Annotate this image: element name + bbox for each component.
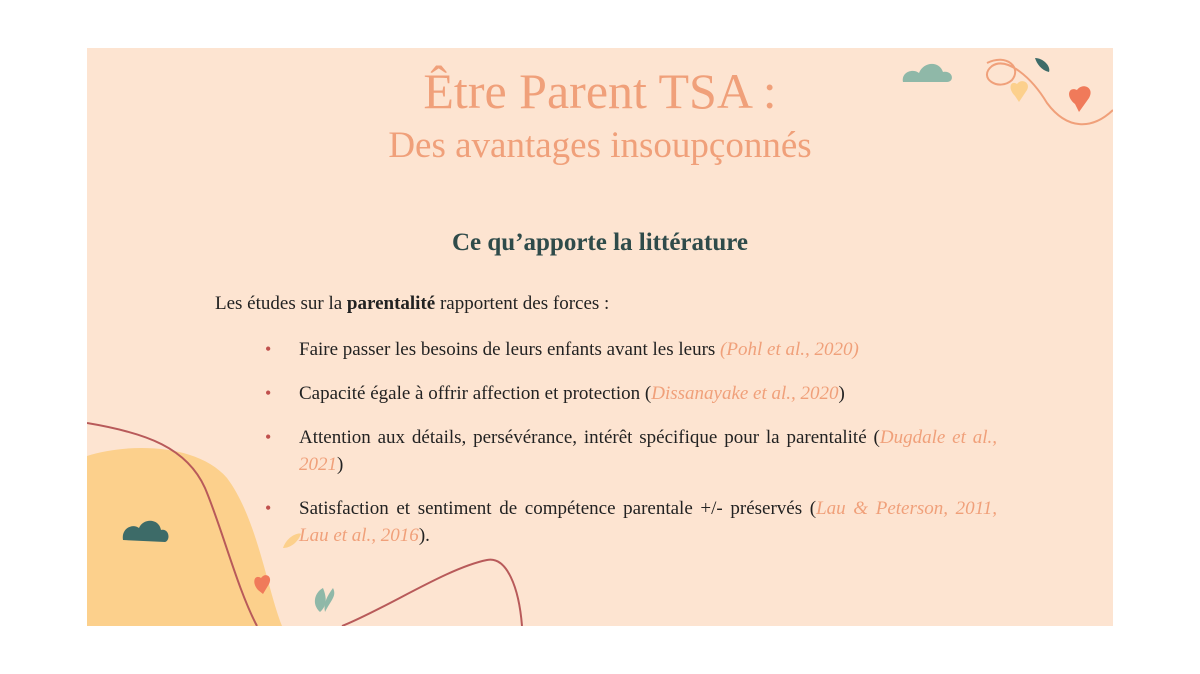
intro-bold-word: parentalité — [346, 293, 436, 314]
item-suffix: ). — [418, 525, 430, 546]
yellow-blob-shape — [87, 448, 282, 626]
section-subtitle: Ce qu’apporte la littérature — [451, 229, 748, 256]
list-item — [265, 336, 997, 363]
slide — [87, 48, 1113, 626]
item-citation: Lau & Peterson, 2011, Lau et al., 2016 — [299, 498, 997, 546]
title-line-2: Des avantages insoupçonnés — [388, 125, 812, 166]
leaf-icon-bottom — [315, 588, 326, 612]
item-citation: (Pohl et al., 2020) — [720, 339, 859, 360]
intro-paragraph — [215, 291, 995, 317]
item-suffix: ) — [337, 454, 344, 475]
bullet-icon: • — [265, 383, 272, 403]
item-citation: Dissanayake et al., 2020 — [651, 383, 839, 404]
title-line-1: Être Parent TSA : — [423, 63, 777, 119]
item-citation: Dugdale et al., 2021 — [299, 427, 997, 475]
strengths-list — [265, 336, 997, 566]
list-item — [265, 424, 997, 478]
intro-text-after: rapportent des forces : — [435, 293, 610, 314]
list-item — [265, 495, 997, 549]
bullet-icon: • — [265, 339, 272, 359]
item-suffix: ) — [838, 383, 845, 404]
item-text: Faire passer les besoins de leurs enfants avant les leurs — [299, 339, 721, 360]
item-text: Capacité égale à offrir affection et protection ( — [299, 383, 652, 404]
bullet-icon: • — [265, 498, 272, 518]
leaf-icon-bottom-2 — [324, 588, 334, 612]
item-text: Satisfaction et sentiment de compétence parentale +/- préservés ( — [299, 498, 817, 519]
item-text: Attention aux détails, persévérance, intérêt spécifique pour la parentalité ( — [299, 427, 880, 448]
intro-text-before: Les études sur la — [215, 293, 347, 314]
bullet-icon: • — [265, 427, 272, 447]
list-item — [265, 380, 997, 407]
bottom-curve-line — [342, 560, 522, 626]
